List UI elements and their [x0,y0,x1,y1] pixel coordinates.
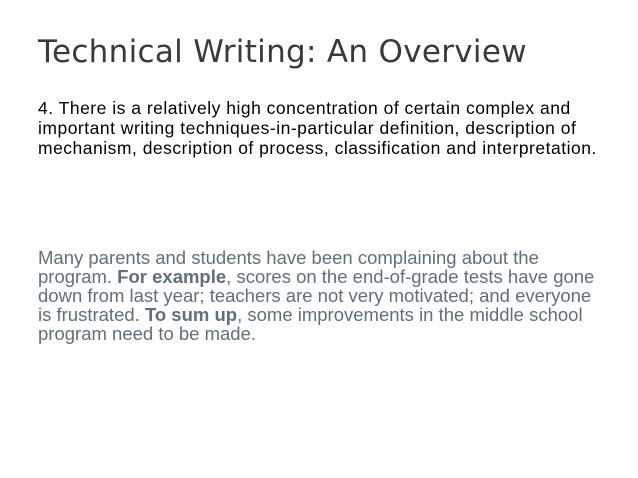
example-paragraph [38,248,598,343]
example-keyword-for-example: For example [117,266,227,287]
example-keyword-to-sum-up: To sum up [144,304,238,325]
example-text-3: , some improvements in the middle school program need to be made. [38,304,583,344]
point-text: 4. There is a relatively high concentration of certain complex and important writing techniques-in-particular definition, description of mechanism, description of process, classification and interpretation. [38,98,597,158]
example-text-1: Many parents and students have been complaining about the program. [38,247,539,287]
slide-title: Technical Writing: An Overview [38,34,527,70]
example-text-2: , scores on the end-of-grade tests have gone down from last year; teachers are not very motivated; and everyone is frustrated. [38,266,595,325]
